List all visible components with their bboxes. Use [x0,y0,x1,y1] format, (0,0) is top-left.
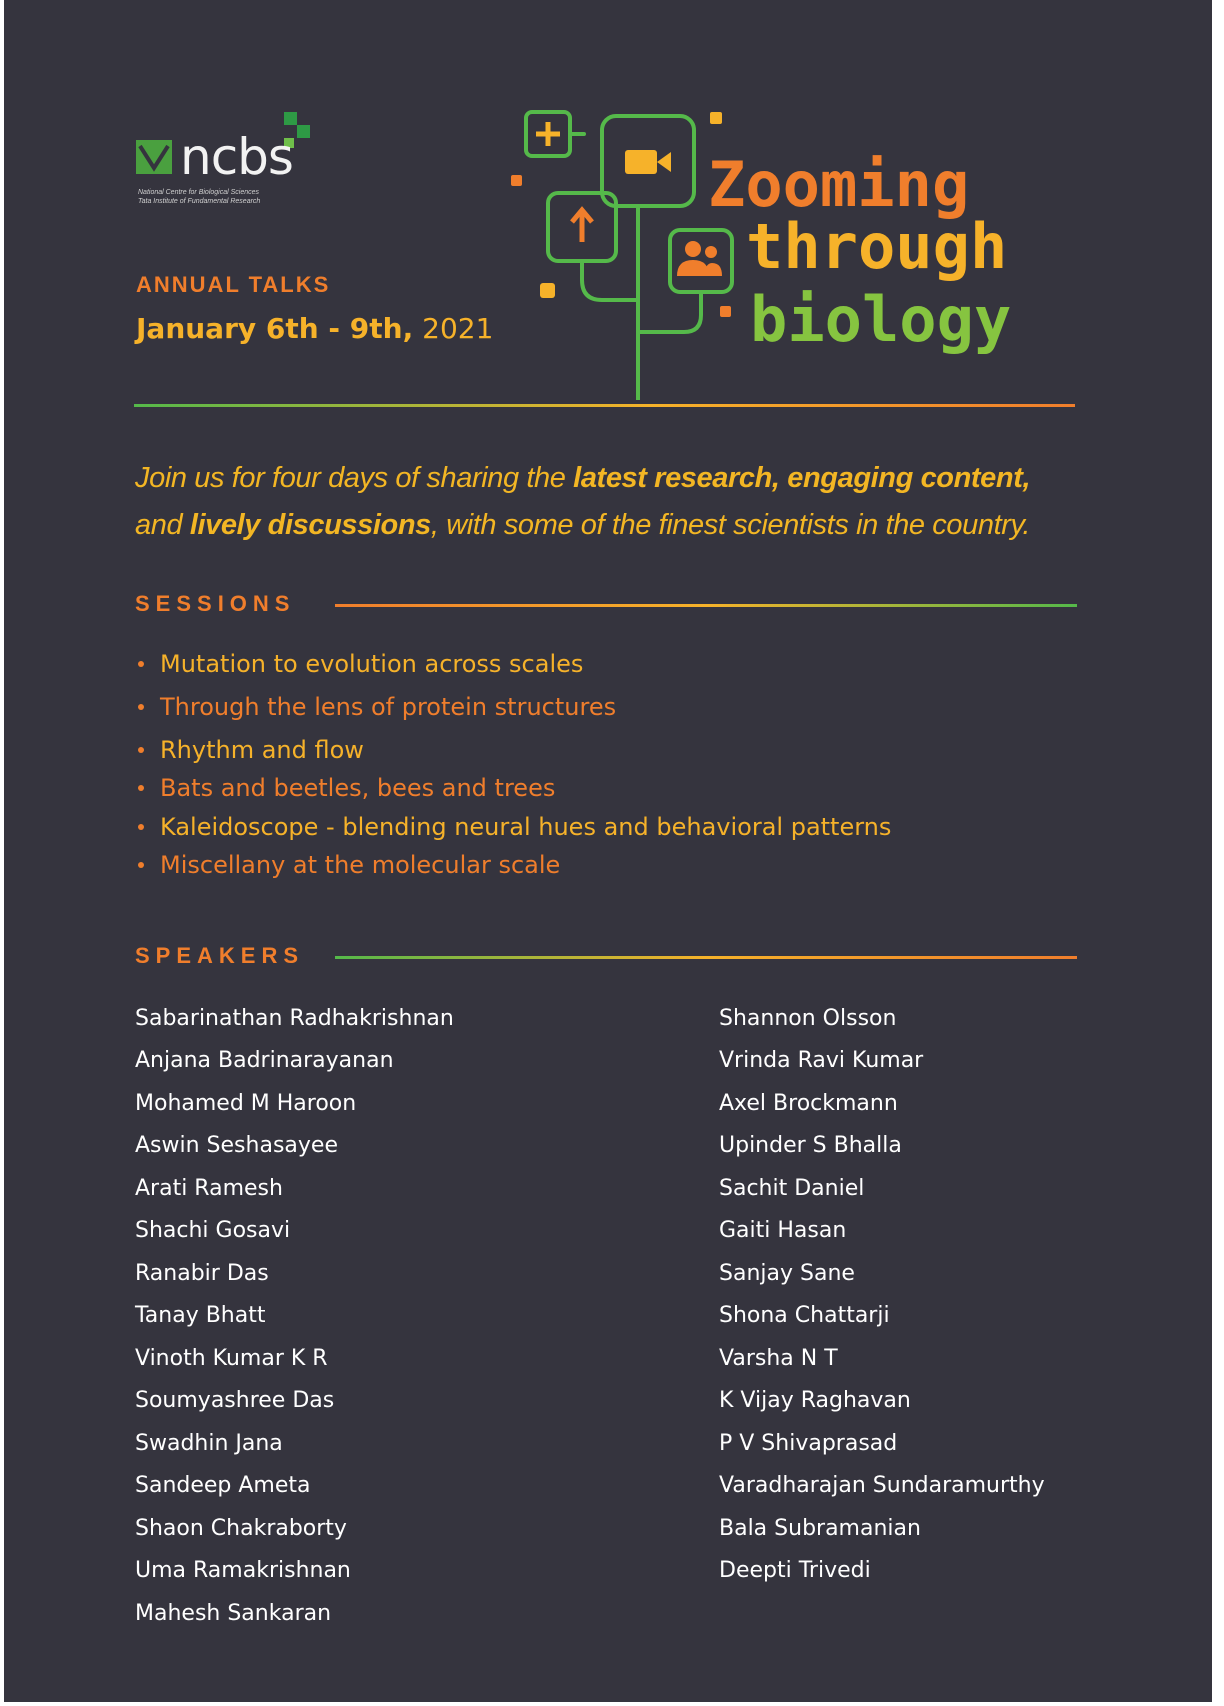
intro-text-1b: latest research, engaging content, [573,462,1031,494]
speaker-name: Tanay Bhatt [135,1303,266,1328]
session-item [160,650,583,678]
speaker-name: Mahesh Sankaran [135,1601,332,1626]
speaker-name: K Vijay Raghavan [719,1388,911,1413]
speaker-name: Anjana Badrinarayanan [135,1048,394,1073]
session-title: Bats and beetles, bees and trees [160,774,556,802]
speaker-name: Gaiti Hasan [719,1218,847,1243]
speakers-heading: SPEAKERS [135,943,305,968]
annual-talks-label: ANNUAL TALKS [136,272,331,297]
bullet-icon [138,747,144,753]
speaker-name: Arati Ramesh [135,1176,283,1201]
header-divider [134,404,1075,407]
event-dates [136,312,493,345]
session-title: Through the lens of protein structures [160,693,617,721]
bullet-icon [138,704,144,710]
intro-text-2c: , with some of the finest scientists in the country. [430,509,1031,541]
poster [4,0,1212,1702]
speaker-name: Vrinda Ravi Kumar [719,1048,924,1073]
session-title: Rhythm and flow [160,736,364,764]
speaker-name: Shannon Olsson [719,1006,897,1031]
speaker-name: Varadharajan Sundaramurthy [719,1473,1045,1498]
session-item [160,813,891,841]
arrow-up-icon [572,210,592,242]
ncbs-subtitle-1: National Centre for Biological Sciences [138,189,260,196]
speaker-name: Bala Subramanian [719,1516,921,1541]
speaker-name: Sabarinathan Radhakrishnan [135,1006,454,1031]
intro-line-1 [135,455,1030,502]
speaker-name: Axel Brockmann [719,1091,898,1116]
sessions-list [160,650,1060,890]
bullet-icon [138,661,144,667]
title-word-zooming: Zooming [708,148,970,221]
speaker-name: Ranabir Das [135,1261,269,1286]
speakers-divider [335,956,1077,959]
title-word-through: through [746,210,1008,283]
title-word-biology: biology [750,283,1012,356]
session-title: Miscellany at the molecular scale [160,851,561,879]
speaker-name: Sandeep Ameta [135,1473,311,1498]
speaker-name: Aswin Seshasayee [135,1133,338,1158]
speaker-name: Sachit Daniel [719,1176,865,1201]
session-item [160,736,364,764]
speaker-name: Shachi Gosavi [135,1218,291,1243]
speaker-name: Swadhin Jana [135,1431,283,1456]
speaker-name: Uma Ramakrishnan [135,1558,351,1583]
session-item [160,774,555,802]
speaker-name: P V Shivaprasad [719,1431,898,1456]
speaker-name: Varsha N T [719,1346,838,1371]
session-title: Kaleidoscope - blending neural hues and behavioral patterns [160,813,892,841]
intro-text-1a: Join us for four days of sharing the [135,462,574,494]
speaker-name: Sanjay Sane [719,1261,855,1286]
speaker-name: Upinder S Bhalla [719,1133,902,1158]
ncbs-subtitle-2: Tata Institute of Fundamental Research [138,198,261,205]
speaker-name: Soumyashree Das [135,1388,335,1413]
video-camera-icon [625,150,671,174]
speaker-name: Vinoth Kumar K R [135,1346,328,1371]
event-dates-year: 2021 [413,312,494,345]
event-dates-main: January 6th - 9th, [136,312,414,345]
speaker-name: Deepti Trivedi [719,1558,871,1583]
sessions-divider [335,604,1077,607]
intro-text-2a: and [135,509,190,541]
speaker-name: Shaon Chakraborty [135,1516,347,1541]
session-item [160,851,560,879]
people-icon [677,241,722,276]
plus-icon [536,122,560,146]
speaker-name: Mohamed M Haroon [135,1091,357,1116]
bullet-icon [138,824,144,830]
bullet-icon [138,785,144,791]
intro-text-2b: lively discussions [189,509,431,541]
session-title: Mutation to evolution across scales [160,650,584,678]
speaker-name: Shona Chattarji [719,1303,890,1328]
bullet-icon [138,862,144,868]
ncbs-logo-text: ncbs [180,128,293,186]
intro-line-2 [135,502,1030,549]
session-item [160,693,616,721]
sessions-heading: SESSIONS [135,591,296,616]
